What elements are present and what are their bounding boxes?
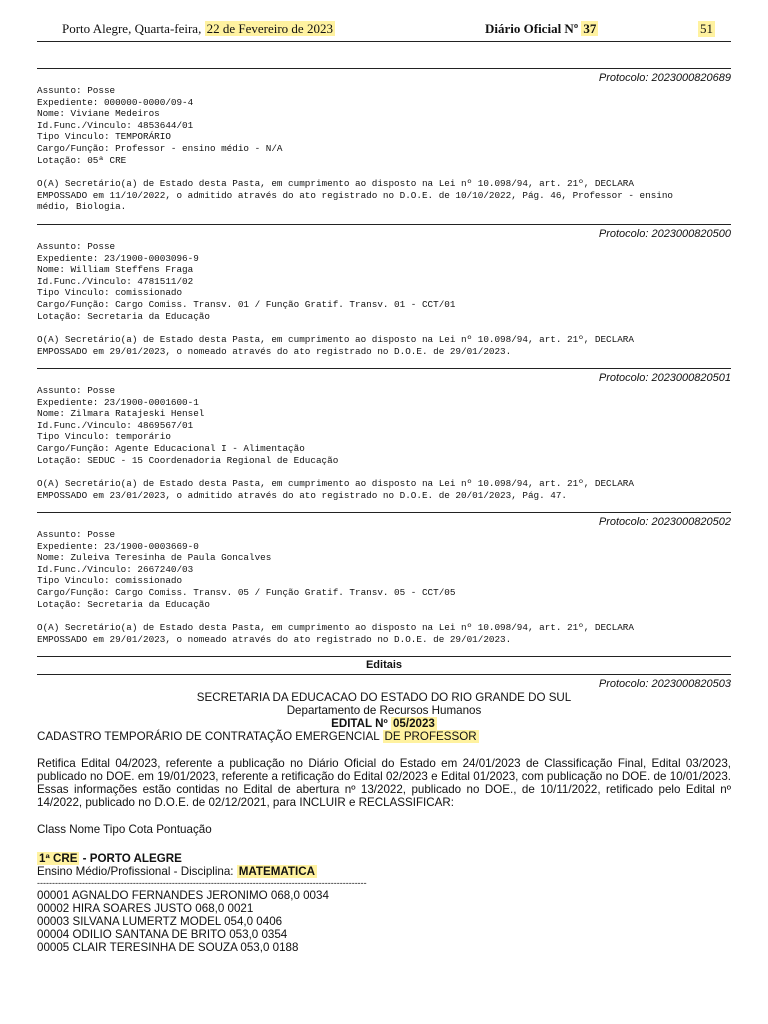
page-number: 51 [700, 21, 713, 36]
record-tipo-vinculo: Tipo Vinculo: TEMPORÁRIO [37, 131, 171, 143]
list-item: 00002 HIRA SOARES JUSTO 068,0 0021 [37, 902, 254, 915]
location-text: Porto Alegre, Quarta-feira, [62, 21, 205, 36]
cadastro-highlight: DE PROFESSOR [384, 730, 477, 743]
record-tipo-vinculo: Tipo Vinculo: comissionado [37, 575, 183, 587]
list-item: 00003 SILVANA LUMERTZ MODEL 054,0 0406 [37, 915, 283, 928]
record-declaration: O(A) Secretário(a) de Estado desta Pasta, em cumprimento ao disposto na Lei nº 10.098/94, art. 21º, DECLARA EMPOSSADO em 23/01/2023, o admitido através do ato registrado no D.O.E. de 20/01/2023, Pág. 47. [37, 478, 634, 501]
header-location-date [62, 21, 335, 37]
header-date: 22 de Fevereiro de 2023 [206, 21, 333, 36]
list-item: 00001 AGNALDO FERNANDES JERONIMO 068,0 0034 [37, 889, 329, 902]
record-idfunc: Id.Func./Vinculo: 4781511/02 [37, 275, 194, 287]
edital-title-prefix: EDITAL Nº [331, 717, 391, 730]
record-1 [37, 71, 731, 213]
record-cargo: Cargo/Função: Cargo Comiss. Transv. 01 / Função Gratif. Transv. 01 - CCT/01 [37, 298, 456, 310]
edital-departamento: Departamento de Recursos Humanos [286, 704, 482, 717]
record-lotacao: Lotação: SEDUC - 15 Coordenadoria Regional de Educação [37, 454, 339, 466]
record-cargo: Cargo/Função: Professor - ensino médio - N/A [37, 142, 283, 154]
record-idfunc: Id.Func./Vinculo: 4869567/01 [37, 419, 194, 431]
record-divider [37, 68, 731, 69]
edital-cre-heading [37, 852, 731, 865]
header-journal [485, 21, 598, 37]
record-assunto: Assunto: Posse [37, 385, 116, 396]
journal-number: 37 [583, 21, 597, 36]
edital-protocolo: Protocolo: 2023000820503 [598, 678, 731, 690]
list-item: 00004 ODILIO SANTANA DE BRITO 053,0 0354 [37, 928, 288, 941]
record-lotacao: Lotação: Secretaria da Educação [37, 598, 210, 610]
cre-highlight: 1ª CRE [39, 852, 78, 865]
record-expediente: Expediente: 23/1900-0003096-9 [37, 252, 199, 264]
edital-dash-separator: -------------------------------------------------------------------------------------------------------------- [37, 878, 367, 888]
record-tipo-vinculo: Tipo Vinculo: comissionado [37, 287, 183, 299]
list-item: 00005 CLAIR TERESINHA DE SOUZA 053,0 0188 [37, 941, 299, 954]
record-declaration: O(A) Secretário(a) de Estado desta Pasta, em cumprimento ao disposto na Lei nº 10.098/94, art. 21º, DECLARA EMPOSSADO em 29/01/2023, o nomeado através do ato registrado no D.O.E. de 29/01/2023. [37, 622, 634, 645]
journal-label: Diário Oficial Nº [485, 21, 582, 36]
disciplina-highlight: MATEMATICA [238, 865, 315, 878]
record-idfunc: Id.Func./Vinculo: 2667240/03 [37, 563, 194, 575]
editais-divider-bottom [37, 674, 731, 675]
record-assunto: Assunto: Posse [37, 241, 116, 252]
edital-block [37, 677, 731, 691]
record-cargo: Cargo/Função: Agente Educacional I - Alimentação [37, 442, 305, 454]
record-assunto: Assunto: Posse [37, 529, 116, 540]
record-lotacao: Lotação: 05ª CRE [37, 154, 127, 166]
record-divider [37, 224, 731, 225]
edital-cadastro [37, 730, 731, 743]
record-cargo: Cargo/Função: Cargo Comiss. Transv. 05 / Função Gratif. Transv. 05 - CCT/05 [37, 586, 456, 598]
record-expediente: Expediente: 000000-0000/09-4 [37, 96, 194, 108]
record-nome: Nome: William Steffens Fraga [37, 264, 194, 276]
record-declaration: O(A) Secretário(a) de Estado desta Pasta, em cumprimento ao disposto na Lei nº 10.098/94, art. 21º, DECLARA EMPOSSADO em 29/01/2023, o nomeado através do ato registrado no D.O.E. de 29/01/2023. [37, 334, 634, 357]
record-protocolo: Protocolo: 2023000820502 [598, 516, 731, 528]
record-expediente: Expediente: 23/1900-0001600-1 [37, 396, 199, 408]
record-nome: Nome: Viviane Medeiros [37, 108, 160, 120]
record-protocolo: Protocolo: 2023000820500 [598, 228, 731, 240]
record-assunto: Assunto: Posse [37, 85, 116, 96]
edital-column-headers: Class Nome Tipo Cota Pontuação [37, 823, 212, 836]
editais-divider-top [37, 656, 731, 657]
edital-number: 05/2023 [392, 717, 435, 730]
record-divider [37, 512, 731, 513]
edital-secretaria: SECRETARIA DA EDUCACAO DO ESTADO DO RIO GRANDE DO SUL [196, 691, 572, 704]
record-tipo-vinculo: Tipo Vinculo: temporário [37, 431, 171, 443]
header-divider [37, 41, 731, 42]
record-nome: Nome: Zilmara Ratajeski Hensel [37, 408, 205, 420]
record-lotacao: Lotação: Secretaria da Educação [37, 310, 210, 322]
record-expediente: Expediente: 23/1900-0003669-0 [37, 540, 199, 552]
cadastro-text: CADASTRO TEMPORÁRIO DE CONTRATAÇÃO EMERGENCIAL [37, 730, 383, 743]
record-nome: Nome: Zuleiva Teresinha de Paula Goncalves [37, 552, 272, 564]
edital-body [37, 691, 731, 954]
edital-disciplina [37, 865, 731, 878]
cre-name: - PORTO ALEGRE [79, 852, 182, 865]
record-divider [37, 368, 731, 369]
record-declaration: O(A) Secretário(a) de Estado desta Pasta, em cumprimento ao disposto na Lei nº 10.098/94, art. 21º, DECLARA EMPOSSADO em 11/10/2022, o admitido através do ato registrado no D.O.E. de 10/10/2022, Pág. 46, Professor - ensino médio, Biologia. [37, 178, 674, 213]
record-3 [37, 371, 731, 501]
record-4 [37, 515, 731, 645]
edital-retifica-paragraph: Retifica Edital 04/2023, referente a publicação no Diário Oficial do Estado em 24/01/2023 de Classificação Final, Edital 03/2023, publicado no DOE. em 19/01/2023, referente a retificação do Edital 02/2023 e Edital 01/2023, com publicação no DOE. de 10/01/2023. Essas informações estão contidas no Edital de abertura nº 13/2022, publicado no DOE., de 10/11/2022, retificado pelo Edital nº 14/2022, publicado no D.O.E. de 02/12/2021, para INCLUIR e RECLASSIFICAR: [37, 757, 731, 809]
record-protocolo: Protocolo: 2023000820501 [598, 372, 731, 384]
ensino-label: Ensino Médio/Profissional - Disciplina: [37, 865, 237, 878]
edital-title [37, 717, 731, 730]
record-2 [37, 227, 731, 357]
record-protocolo: Protocolo: 2023000820689 [598, 72, 731, 84]
section-title-editais: Editais [365, 659, 403, 671]
page-header [37, 19, 731, 39]
record-idfunc: Id.Func./Vinculo: 4853644/01 [37, 119, 194, 131]
